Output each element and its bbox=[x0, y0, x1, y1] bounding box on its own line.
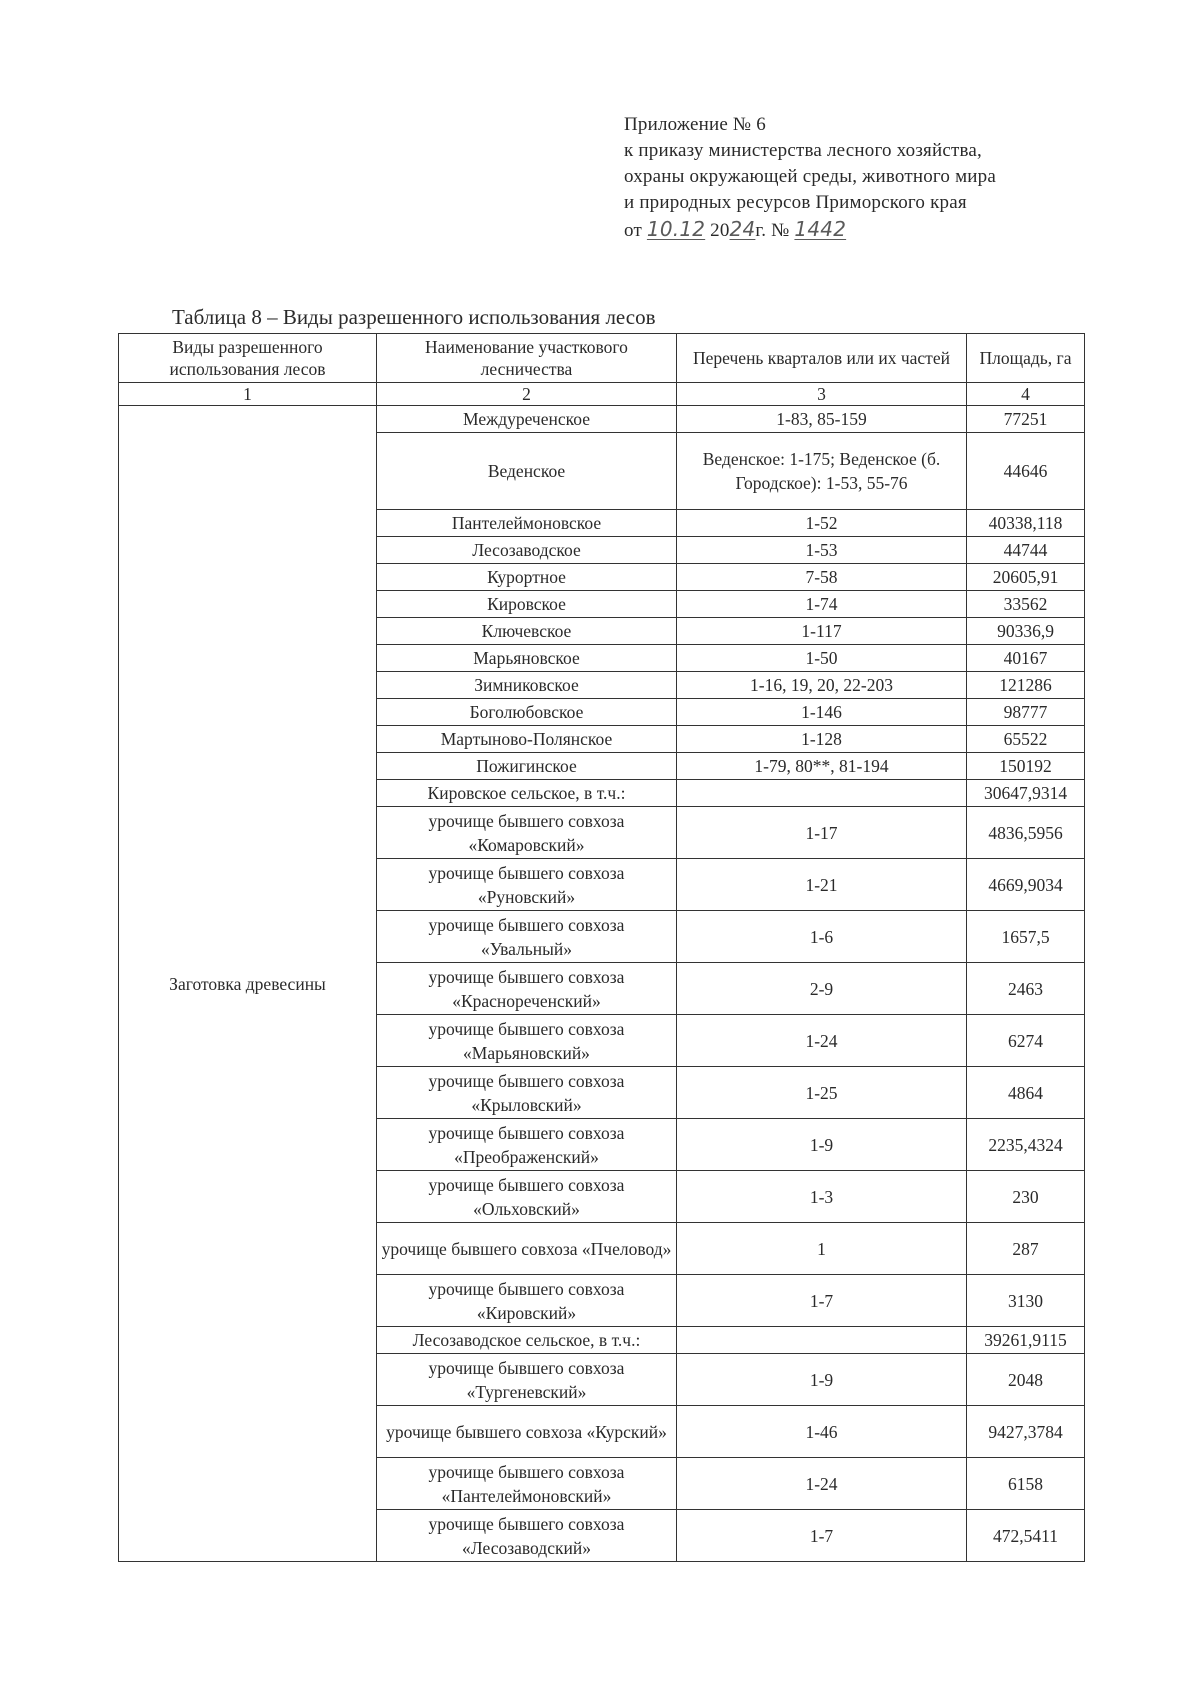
quarters: 1-7 bbox=[677, 1510, 967, 1562]
year-prefix: 20 bbox=[710, 220, 730, 241]
area: 3130 bbox=[967, 1275, 1085, 1327]
header-area: Площадь, га bbox=[967, 334, 1085, 383]
appendix-line-2: к приказу министерства лесного хозяйства, bbox=[624, 140, 982, 161]
forestry-name: Пожигинское bbox=[377, 753, 677, 780]
quarters: 1-6 bbox=[677, 911, 967, 963]
forestry-name: урочище бывшего совхоза «Кировский» bbox=[377, 1275, 677, 1327]
forestry-name: Веденское bbox=[377, 433, 677, 510]
quarters: 2-9 bbox=[677, 963, 967, 1015]
area: 2235,4324 bbox=[967, 1119, 1085, 1171]
forestry-name: Зимниковское bbox=[377, 672, 677, 699]
date-prefix: от bbox=[624, 220, 642, 241]
col-number: 2 bbox=[377, 383, 677, 406]
quarters: 1-24 bbox=[677, 1458, 967, 1510]
area: 4836,5956 bbox=[967, 807, 1085, 859]
area: 98777 bbox=[967, 699, 1085, 726]
appendix-title: Приложение № 6 bbox=[624, 114, 766, 135]
quarters: 1-50 bbox=[677, 645, 967, 672]
quarters: 1-25 bbox=[677, 1067, 967, 1119]
col-number: 4 bbox=[967, 383, 1085, 406]
number-label: г. № bbox=[755, 220, 790, 241]
forestry-name: урочище бывшего совхоза «Крыловский» bbox=[377, 1067, 677, 1119]
area: 77251 bbox=[967, 406, 1085, 433]
area: 4864 bbox=[967, 1067, 1085, 1119]
forestry-name: урочище бывшего совхоза «Руновский» bbox=[377, 859, 677, 911]
forestry-name: Курортное bbox=[377, 564, 677, 591]
quarters: 1-79, 80**, 81-194 bbox=[677, 753, 967, 780]
use-type-cell: Заготовка древесины bbox=[119, 406, 377, 1562]
area: 4669,9034 bbox=[967, 859, 1085, 911]
quarters: 1 bbox=[677, 1223, 967, 1275]
order-date-line bbox=[624, 216, 1144, 244]
col-number: 3 bbox=[677, 383, 967, 406]
quarters: 1-83, 85-159 bbox=[677, 406, 967, 433]
quarters: 1-46 bbox=[677, 1406, 967, 1458]
forestry-name: урочище бывшего совхоза «Ольховский» bbox=[377, 1171, 677, 1223]
handwritten-date: 10.12 bbox=[646, 217, 706, 241]
area: 472,5411 bbox=[967, 1510, 1085, 1562]
forestry-name: урочище бывшего совхоза «Марьяновский» bbox=[377, 1015, 677, 1067]
forestry-name: Мартыново-Полянское bbox=[377, 726, 677, 753]
area: 287 bbox=[967, 1223, 1085, 1275]
quarters: 1-53 bbox=[677, 537, 967, 564]
header-use-type: Виды разрешенного использования лесов bbox=[119, 334, 377, 383]
area: 230 bbox=[967, 1171, 1085, 1223]
handwritten-order-number: 1442 bbox=[794, 217, 847, 241]
area: 39261,9115 bbox=[967, 1327, 1085, 1354]
quarters: 1-17 bbox=[677, 807, 967, 859]
forestry-name: урочище бывшего совхоза «Увальный» bbox=[377, 911, 677, 963]
area: 1657,5 bbox=[967, 911, 1085, 963]
area: 40338,118 bbox=[967, 510, 1085, 537]
quarters: 1-24 bbox=[677, 1015, 967, 1067]
area: 40167 bbox=[967, 645, 1085, 672]
quarters: 1-128 bbox=[677, 726, 967, 753]
forestry-name: урочище бывшего совхоза «Пчеловод» bbox=[377, 1223, 677, 1275]
forestry-name: Марьяновское bbox=[377, 645, 677, 672]
forestry-name: урочище бывшего совхоза «Комаровский» bbox=[377, 807, 677, 859]
forestry-name: Кировское bbox=[377, 591, 677, 618]
quarters: 1-9 bbox=[677, 1119, 967, 1171]
quarters: 1-74 bbox=[677, 591, 967, 618]
quarters bbox=[677, 780, 967, 807]
area: 30647,9314 bbox=[967, 780, 1085, 807]
area: 90336,9 bbox=[967, 618, 1085, 645]
area: 20605,91 bbox=[967, 564, 1085, 591]
appendix-line-4: и природных ресурсов Приморского края bbox=[624, 192, 967, 213]
appendix-line-3: охраны окружающей среды, животного мира bbox=[624, 166, 997, 187]
quarters: 1-9 bbox=[677, 1354, 967, 1406]
forestry-name: Пантелеймоновское bbox=[377, 510, 677, 537]
quarters: 1-3 bbox=[677, 1171, 967, 1223]
quarters: 1-21 bbox=[677, 859, 967, 911]
area: 33562 bbox=[967, 591, 1085, 618]
forestry-name: Ключевское bbox=[377, 618, 677, 645]
forestry-name: урочище бывшего совхоза «Курский» bbox=[377, 1406, 677, 1458]
forestry-name: Кировское сельское, в т.ч.: bbox=[377, 780, 677, 807]
forestry-name: Боголюбовское bbox=[377, 699, 677, 726]
area: 44646 bbox=[967, 433, 1085, 510]
appendix-header bbox=[624, 112, 1144, 244]
quarters: Веденское: 1-175; Веденское (б. Городское): 1-53, 55-76 bbox=[677, 433, 967, 510]
table-header-row bbox=[119, 334, 1085, 383]
quarters: 1-52 bbox=[677, 510, 967, 537]
area: 44744 bbox=[967, 537, 1085, 564]
forestry-name: урочище бывшего совхоза «Тургеневский» bbox=[377, 1354, 677, 1406]
forestry-name: Лесозаводское сельское, в т.ч.: bbox=[377, 1327, 677, 1354]
forestry-name: урочище бывшего совхоза «Краснореченский» bbox=[377, 963, 677, 1015]
forestry-name: урочище бывшего совхоза «Лесозаводский» bbox=[377, 1510, 677, 1562]
quarters: 1-146 bbox=[677, 699, 967, 726]
forestry-name: Междуреченское bbox=[377, 406, 677, 433]
header-quarters: Перечень кварталов или их частей bbox=[677, 334, 967, 383]
quarters: 7-58 bbox=[677, 564, 967, 591]
table-caption: Таблица 8 – Виды разрешенного использования лесов bbox=[172, 305, 656, 329]
area: 6158 bbox=[967, 1458, 1085, 1510]
quarters: 1-117 bbox=[677, 618, 967, 645]
area: 2463 bbox=[967, 963, 1085, 1015]
forest-use-table bbox=[118, 333, 1085, 1562]
quarters: 1-16, 19, 20, 22-203 bbox=[677, 672, 967, 699]
area: 65522 bbox=[967, 726, 1085, 753]
area: 9427,3784 bbox=[967, 1406, 1085, 1458]
handwritten-year: 24 bbox=[729, 217, 756, 241]
quarters: 1-7 bbox=[677, 1275, 967, 1327]
area: 2048 bbox=[967, 1354, 1085, 1406]
area: 6274 bbox=[967, 1015, 1085, 1067]
forestry-name: урочище бывшего совхоза «Пантелеймоновский» bbox=[377, 1458, 677, 1510]
area: 121286 bbox=[967, 672, 1085, 699]
col-number: 1 bbox=[119, 383, 377, 406]
forestry-name: Лесозаводское bbox=[377, 537, 677, 564]
quarters bbox=[677, 1327, 967, 1354]
table-row bbox=[119, 406, 1085, 433]
table-column-numbers-row bbox=[119, 383, 1085, 406]
header-forestry-name: Наименование участкового лесничества bbox=[377, 334, 677, 383]
area: 150192 bbox=[967, 753, 1085, 780]
forestry-name: урочище бывшего совхоза «Преображенский» bbox=[377, 1119, 677, 1171]
